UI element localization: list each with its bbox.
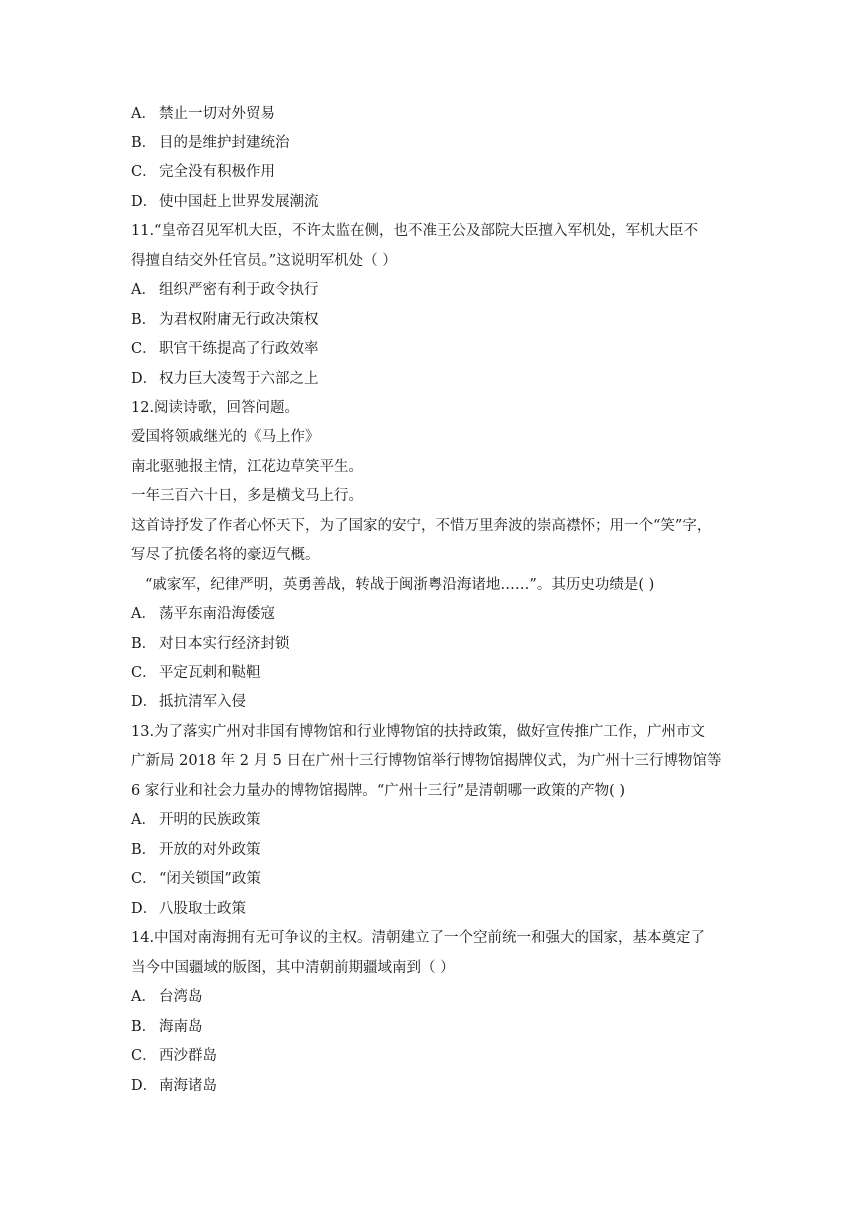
option-key: D． [131,901,158,917]
option-key: A． [131,282,156,298]
q12-stem: 12.阅读诗歌，回答问题。 [131,400,300,416]
q11-stem-line2: 得擅自结交外任官员。”这说明军机处（ ） [131,253,397,269]
q13-stem-line3: 6 家行业和社会力量办的博物馆揭牌。“广州十三行”是清朝哪一政策的产物( ) [131,783,626,799]
option-key: B． [131,842,157,858]
option-key: C． [131,871,157,887]
q14-option-a [131,987,731,1007]
option-text: 南海诸岛 [159,1078,217,1094]
q13-stem-line1: 13.为了落实广州对非国有博物馆和行业博物馆的扶持政策，做好宣传推广工作，广州市文 [131,724,706,740]
option-text: 台湾岛 [159,989,203,1005]
option-key: C． [131,341,157,357]
q11-stem-line1: 11.“皇帝召见军机大臣，不许太监在侧，也不准王公及部院大臣擅入军机处，军机大臣不 [131,223,698,239]
q10-option-d [131,192,731,212]
option-text: “闭关锁国”政策 [159,871,261,887]
option-key: C． [131,164,157,180]
q10-option-a [131,104,731,124]
q14-stem-line2: 当今中国疆域的版图，其中清朝前期疆域南到（ ） [131,960,455,976]
option-text: 抵抗清军入侵 [159,694,246,710]
option-text: 对日本实行经济封锁 [159,636,290,652]
q11-option-d [131,369,731,389]
option-key: A． [131,812,156,828]
q11-option-a [131,280,731,300]
option-key: B． [131,636,157,652]
option-text: 开明的民族政策 [159,812,261,828]
option-text: 为君权附庸无行政决策权 [159,312,319,328]
q12-poem-line2: 一年三百六十日，多是横戈马上行。 [131,488,363,504]
q12-poem-line1: 南北驱驰报主情，江花边草笑平生。 [131,459,363,475]
q12-comment-line1: 这首诗抒发了作者心怀天下，为了国家的安宁，不惜万里奔波的崇高襟怀；用一个“笑”字， [131,518,712,534]
option-text: 西沙群岛 [159,1048,217,1064]
option-key: D． [131,371,158,387]
q13-option-b [131,840,731,860]
option-key: A． [131,989,156,1005]
option-text: 职官干练提高了行政效率 [159,341,319,357]
option-key: B． [131,1019,157,1035]
option-text: 使中国赶上世界发展潮流 [159,194,319,210]
option-key: A． [131,106,156,122]
option-text: 八股取士政策 [159,901,246,917]
q12-option-c [131,663,731,683]
option-key: C． [131,1048,157,1064]
q12-poem-title: 爱国将领戚继光的《马上作》 [131,429,320,445]
q12-option-d [131,692,731,712]
option-key: D． [131,1078,158,1094]
option-text: 平定瓦剌和鞑靼 [159,665,261,681]
option-text: 禁止一切对外贸易 [159,106,275,122]
option-text: 完全没有积极作用 [159,164,275,180]
option-text: 荡平东南沿海倭寇 [159,606,275,622]
q13-stem-line2: 广新局 2018 年 2 月 5 日在广州十三行博物馆举行博物馆揭牌仪式，为广州十三行博物馆等 [131,753,722,769]
q11-option-b [131,310,731,330]
option-key: D． [131,194,158,210]
option-text: 权力巨大凌驾于六部之上 [159,371,319,387]
option-key: A． [131,606,156,622]
q12-option-b [131,634,731,654]
q13-option-d [131,899,731,919]
q14-option-c [131,1046,731,1066]
option-text: 目的是维护封建统治 [159,135,290,151]
q10-option-c [131,162,731,182]
option-text: 组织严密有利于政令执行 [159,282,319,298]
q13-option-a [131,810,731,830]
q12-question: “戚家军，纪律严明，英勇善战，转战于闽浙粤沿海诸地……”。其历史功绩是( ) [145,577,655,593]
q11-option-c [131,339,731,359]
q14-option-d [131,1076,731,1096]
q12-option-a [131,604,731,624]
option-text: 海南岛 [159,1019,203,1035]
option-key: D． [131,694,158,710]
q14-stem-line1: 14.中国对南海拥有无可争议的主权。清朝建立了一个空前统一和强大的国家，基本奠定了 [131,930,706,946]
option-key: B． [131,135,157,151]
q12-comment-line2: 写尽了抗倭名将的豪迈气概。 [131,547,320,563]
q14-option-b [131,1017,731,1037]
q13-option-c [131,869,731,889]
q10-option-b [131,133,731,153]
option-key: C． [131,665,157,681]
option-key: B． [131,312,157,328]
option-text: 开放的对外政策 [159,842,261,858]
